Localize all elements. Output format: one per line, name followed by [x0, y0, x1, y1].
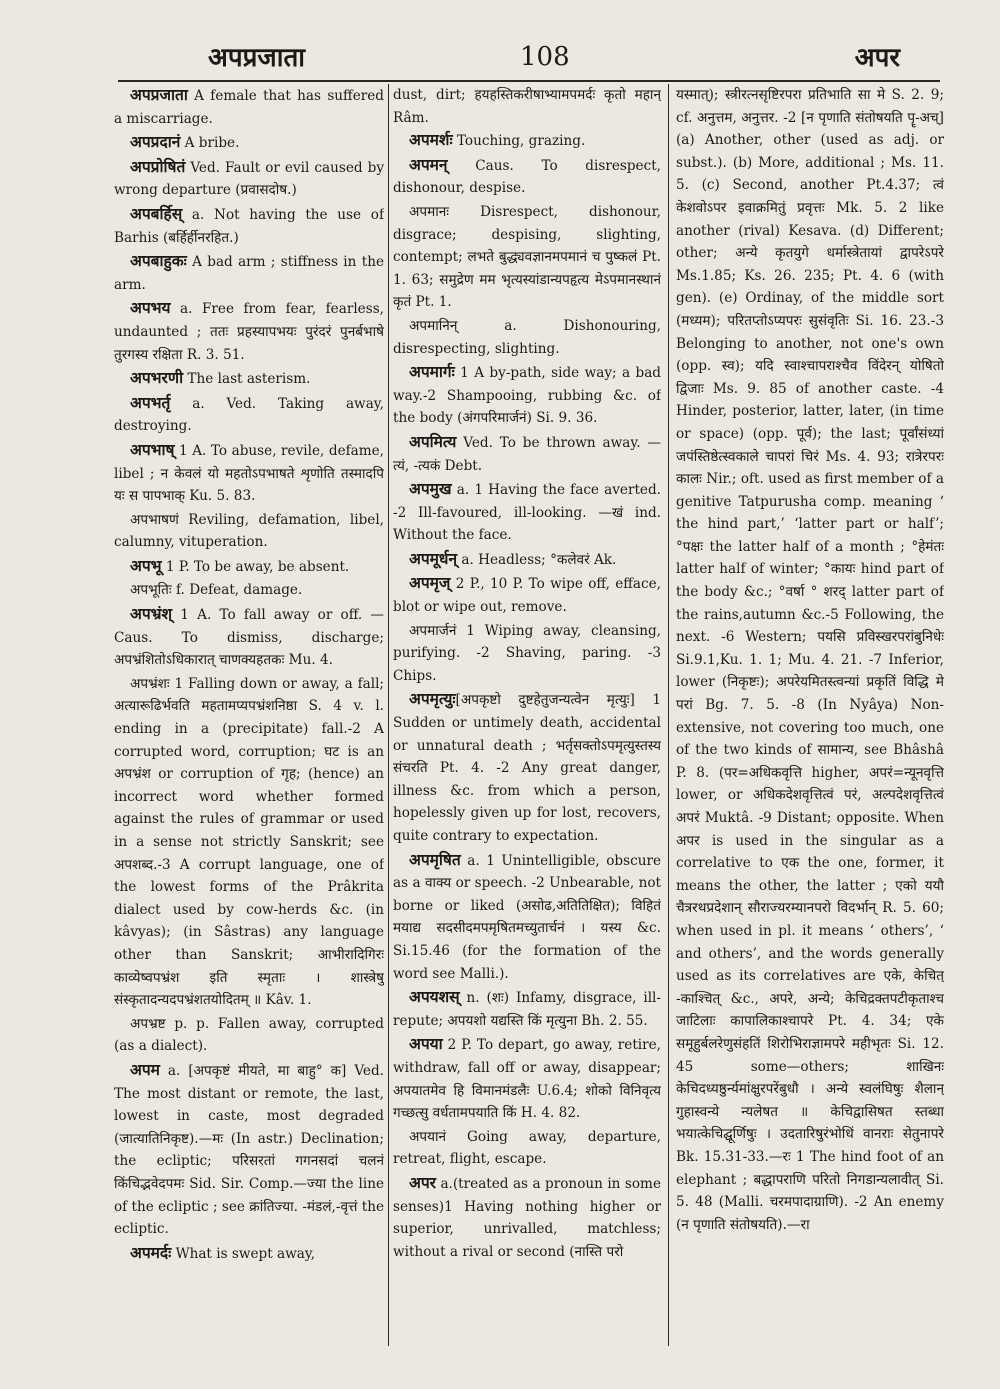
dictionary-entry [393, 572, 661, 618]
dictionary-entry [114, 297, 384, 366]
dictionary-entry [393, 478, 661, 547]
column-1 [114, 84, 384, 1349]
definition-text: a. Ved. Taking away, destroying. [114, 395, 384, 435]
dictionary-entry [393, 688, 661, 847]
dictionary-entry [393, 361, 661, 430]
definition-text: A bad arm ; stiffness in the arm. [114, 254, 384, 293]
definition-text: f. Defeat, damage. [171, 582, 303, 599]
definition-text: A bribe. [180, 135, 240, 152]
definition-text: A female that has suffered a miscarriage. [114, 88, 384, 127]
entry-continuation: dust, dirt; हयहस्तिकरीषाभ्यामपमर्दः कृतो महान् Râm. [393, 87, 661, 126]
definition-text: Reviling, defamation, libel, calumny, vituperation. [114, 511, 384, 551]
dictionary-entry [393, 620, 661, 688]
headword: अपमुख [409, 479, 452, 499]
definition-text: [अपकृष्टो दुष्टहेतुजन्यत्वेन मृत्युः] 1 Sudden or untimely death, accidental or unnatural death ; भर्तृसक्तोऽपमृत्युस्तस्य संचरति Pt. 4. -2 Any great danger, illness &c. from which a person, hopelessly given up for lost, recovers, quite contrary to expectation. [393, 692, 661, 844]
sub-headword: अपयानं [409, 1128, 447, 1145]
dictionary-entry [393, 154, 661, 200]
definition-text: Going away, departure, retreat, flight, escape. [393, 1128, 661, 1168]
page-header [120, 38, 940, 82]
dictionary-entry [114, 203, 384, 249]
dictionary-entry [393, 129, 661, 153]
definition-text: What is swept away, [171, 1245, 316, 1262]
definition-text: 1 Wiping away, cleansing, purifying. -2 Shaving, paring. -3 Chips. [393, 622, 661, 684]
dictionary-entry [114, 392, 384, 438]
definition-text: 2 P., 10 P. To wipe off, efface, blot or wipe out, remove. [393, 576, 661, 616]
headword: अपबाहुकः [130, 251, 187, 271]
dictionary-entry [393, 849, 661, 986]
dictionary-entry [114, 1242, 384, 1266]
headword: अपमूर्धन् [409, 548, 458, 568]
definition-text: a. Dishonouring, disrespecting, slighting. [393, 317, 661, 357]
definition-text: 1 P. To be away, be absent. [161, 558, 350, 575]
definition-text: 1 A. To fall away or off. —Caus. To dismiss, discharge; अपभ्रंशितोऽधिकारात् चाणक्यहतकः Mu. 4. [114, 607, 384, 669]
sub-headword: अपभाषणं [130, 511, 179, 528]
headword: अपमित्य [409, 431, 457, 451]
headword: अपभर्तृ [130, 392, 171, 412]
headword: अपमृत्युः [409, 689, 456, 709]
definition-text: 2 P. To depart, go away, retire, withdraw, fall off or away, disappear; अपयातमेव हि विमानमंडलैः U.6.4; शोको विनिवृत्य गच्छत्सु वर्धतामपयाति किं H. 4. 82. [393, 1037, 661, 1122]
headword: अपभू [130, 555, 162, 575]
column-2 [393, 84, 661, 1349]
dictionary-entry [393, 1033, 661, 1124]
definition-text: a. [अपकृष्टं मीयते, मा बाहु° क] Ved. The most distant or remote, the last, lowest in caste, most degraded (जात्यातिनिकृष्ट).—मः (In astr.) Declination; the ecliptic; परिसरतां गगनसदां चलनं किंचिद्भवेदपमः Sid. Sir. Comp.—ज्या the line of the ecliptic ; see क्रांतिज्या. -मंडलं,-वृत्तं the ecliptic. [114, 1062, 384, 1238]
definition-text: Ved. Fault or evil caused by wrong departure (प्रवासदोष.) [114, 159, 384, 199]
dictionary-entry [393, 986, 661, 1032]
definition-text: The last asterism. [183, 371, 311, 388]
dictionary-entry [393, 1126, 661, 1171]
headword: अपभरणी [130, 368, 184, 388]
sub-headword: अपमानिन् [409, 317, 458, 334]
sub-headword: अपमानः [409, 203, 450, 220]
definition-text: Caus. To disrespect, dishonour, despise. [393, 157, 661, 197]
definition-text: a. 1 Unintelligible, obscure as a वाक्य or speech. -2 Unbearable, not borne or liked (असोढ,अतितिक्षित); विहितं मयाद्य सदसीदमपमृषितमच्युतार्चनं । यस्य &c. Si.15.46 (for the formation of the word see Malli.). [393, 852, 661, 982]
dictionary-entry [114, 509, 384, 554]
sub-headword: अपमार्जनं [409, 622, 457, 639]
sub-headword: अपभ्रष्ट [130, 1015, 166, 1032]
dictionary-entry [114, 1059, 384, 1241]
definition-text: p. p. Fallen away, corrupted (as a dialect). [114, 1015, 384, 1055]
headword: अपमार्गः [409, 362, 455, 382]
page-number: 108 [520, 42, 570, 72]
sub-headword: अपभ्रंशः [130, 675, 170, 692]
column-divider [388, 84, 389, 1346]
dictionary-entry [114, 603, 384, 672]
dictionary-entry [393, 201, 661, 314]
definition-text: Touching, grazing. [452, 133, 586, 150]
definition-text: Disrespect, dishonour, disgrace; despising, slighting, contempt; लभते बुद्ध्यवज्ञानमपमानं च पुष्कलं Pt. 1. 63; समुद्रेण मम भृत्यस्यांडान्यपहृत्य मेऽपमानस्थानं कृतं Pt. 1. [393, 203, 661, 311]
dictionary-entry [393, 315, 661, 360]
definition-text: Ved. To be thrown away. —त्यं, -त्यकं Debt. [393, 434, 661, 474]
dictionary-entry [114, 250, 384, 296]
headword: अपभ्रंश् [130, 604, 173, 624]
headword: अपमर्शः [409, 130, 453, 150]
definition-text: 1 A. To abuse, revile, defame, libel ; न केवलं यो महतोऽपभाषते शृणोति तस्मादपि यः स पापभाक् Ku. 5. 83. [114, 442, 384, 505]
headword: अपप्रदानं [130, 132, 181, 152]
column-3 [676, 84, 944, 1349]
headword: अपमर्दः [130, 1242, 172, 1262]
dictionary-entry [114, 1013, 384, 1058]
definition-text: a.(treated as a pronoun in some senses)1 Having nothing higher or superior, unrivalled, matchless; without a rival or second (नास्ति परो [393, 1175, 661, 1260]
headword: अपमृषित [409, 849, 461, 869]
headword: अपबर्हिस् [130, 203, 183, 223]
headword: अपमन् [409, 154, 448, 174]
definition-text: 1 A by-path, side way; a bad way.-2 Shampooing, rubbing &c. of the body (अंगपरिमार्जनं) Si. 9. 36. [393, 365, 661, 427]
headword: अपर [409, 1172, 436, 1192]
headword: अपभाष् [130, 439, 175, 459]
definition-text: a. Free from fear, fearless, undaunted ; ततः प्रहस्यापभयः पुरंदरं पुनर्बभाषे तुरगस्य रक्षिता R. 3. 51. [114, 301, 384, 363]
headword: अपम [130, 1059, 160, 1079]
headword: अपप्रोषितं [130, 156, 186, 176]
definition-text: a. Not having the use of Barhis (बर्हिर्हीनरहित.) [114, 206, 384, 246]
definition-text: a. Headless; °कलेवरं Ak. [457, 551, 617, 568]
entry-continuation: यस्मात्); स्त्रीरत्नसृष्टिरपरा प्रतिभाति सा मे S. 2. 9; cf. अनुत्तम, अनुत्तर. -2 [न पृणाति संतोषयति पॄ-अच्] (a) Another, other (used as adj. or subst.). (b) More, additional ; Ms. 11. 5. (c) Second, another Pt.4.37; त्वं केशवोऽपर इवाक्रमितुं प्रवृत्तः Mk. 5. 2 like another (rival) Kesava. (d) Different; other; अन्ये कृतयुगे धर्मास्त्रेतायां द्वापरेऽपरे Ms.1.85; Ks. 26. 235; Pt. 4. 6 (with gen). (e) Ordinay, of the middle sort (मध्यम); परितप्तोऽप्यपरः सुसंवृतिः Si. 16. 23.-3 Belonging to another, not one's own (opp. स्व); यदि स्वाश्चापराश्चैव विंदेरन् योषितो द्विजाः Ms. 9. 85 of another caste. -4 Hinder, posterior, latter, later, (in time or space) (opp. पूर्व); the last; पूर्वांसंध्यां जपंस्तिष्ठेत्स्वकाले चापरां चिरं Ms. 4. 93; रात्रेरपरः कालः Nir.; oft. used as first member of a genitive Tatpurusha comp. meaning ‘ the hind part,’ ‘latter part or half’; °पक्षः the latter half of a month ; °हेमंतः latter half of winter; °कायः hind part of the body &c.; °वर्षा ° शरद् latter part of the rains,autumn &c.-5 Following, the next. -6 Western; पयसि प्रविस्खरपरांबुनिधेः Si.9.1,Ku. 1. 1; Mu. 4. 21. -7 Inferior, lower (निकृष्टः); अपरेयमितस्त्वन्यां प्रकृतिं विद्धि मे परां Bg. 7. 5. -8 (In Nyâya) Non-extensive, not covering too much, one of the two kinds of सामान्य, see Bhâshâ P. 8. (पर=अधिकवृत्ति higher, अपरं=न्यूनवृत्ति lower, or अधिकदेशवृत्तित्वं परं, अल्पदेशवृत्तित्वं अपरं Muktâ. -9 Distant; opposite. When अपर is used in the singular as a correlative to एक the one, former, it means the other, the latter ; एको ययौ चैत्ररथप्रदेशान् सौराज्यरम्यानपरो विदर्भान् R. 5. 60; when used in pl. it means ‘ others’, ‘ and others’, and the words generally used as its correlatives are एके, केचित् -काश्चित् &c., अपरे, अन्ये; केचिद्रक्तपटीकृताश्च जाटिलाः कापालिकाश्चापरे Pt. 4. 34; एके समूहुर्बलरेणुसंहतिं शिरोभिराज्ञामपरे महीभृतः Si. 12. 45 some—others; शाखिनः केचिदध्यष्ठुर्न्यमांक्षुरपरेंबुधौ । अन्ये स्वलंघिषुः शैलान् गुहास्वन्ये न्यलेषत ॥ केचिद्वासिषत स्तब्धा भयात्केचिद्घूर्णिषुः । उदतारिषुरंभोधिं वानराः सेतुनापरे Bk. 15.31-33.—रः 1 The hind foot of an elephant ; बद्धापराणि परितो निगडान्यलावीत् Si. 5. 48 (Malli. चरमपादाग्राणि). -2 An enemy (न पृणाति संतोषयति).—रा [676, 87, 944, 1233]
headword: अपभय [130, 298, 171, 318]
definition-text: a. 1 Having the face averted. -2 Ill-favoured, ill-looking. —खं ind. Without the face. [393, 482, 661, 544]
dictionary-entry [114, 439, 384, 508]
dictionary-entry [114, 367, 384, 391]
dictionary-entry [393, 431, 661, 477]
headword: अपप्रजाता [130, 85, 188, 104]
dictionary-entry [114, 156, 384, 202]
headword: अपया [409, 1034, 443, 1054]
running-head-left: अपप्रजाता [208, 43, 306, 73]
column-divider [668, 84, 669, 1346]
dictionary-entry [114, 84, 384, 130]
dictionary-entry [114, 579, 384, 602]
dictionary-entry [114, 673, 384, 1012]
headword: अपयशस् [409, 987, 460, 1007]
dictionary-entry [114, 555, 384, 579]
running-head-right: अपर [854, 43, 900, 73]
definition-text: 1 Falling down or away, a fall; अत्यारूढिर्भवति महतामप्यपभ्रंशनिष्ठा S. 4 v. l. ending in a (precipitate) fall.-2 A corrupted word, corruption; घट is an अपभ्रंश or corruption of गृह; (hence) an incorrect word whether formed against the rules of grammar or used in a sense not strictly Sanskrit; see अपशब्द.-3 A corrupt language, one of the lowest forms of the Prâkrita dialect used by cow-herds &c. (in kâvyas); (in Sâstras) any language other than Sanskrit; आभीरादिगिरः काव्येष्वपभ्रंश इति स्मृताः । शास्त्रेषु संस्कृतादन्यदपभ्रंशतयोदितम् ॥ Kâv. 1. [114, 675, 384, 1009]
header-rule [118, 80, 940, 82]
sub-headword: अपभूतिः [130, 582, 172, 599]
definition-text: n. (शः) Infamy, disgrace, ill-repute; अपयशो यद्यस्ति किं मृत्युना Bh. 2. 55. [393, 990, 661, 1029]
headword: अपमृज् [409, 573, 451, 593]
dictionary-entry [114, 131, 384, 155]
dictionary-entry [393, 548, 661, 572]
dictionary-entry [393, 1172, 661, 1263]
